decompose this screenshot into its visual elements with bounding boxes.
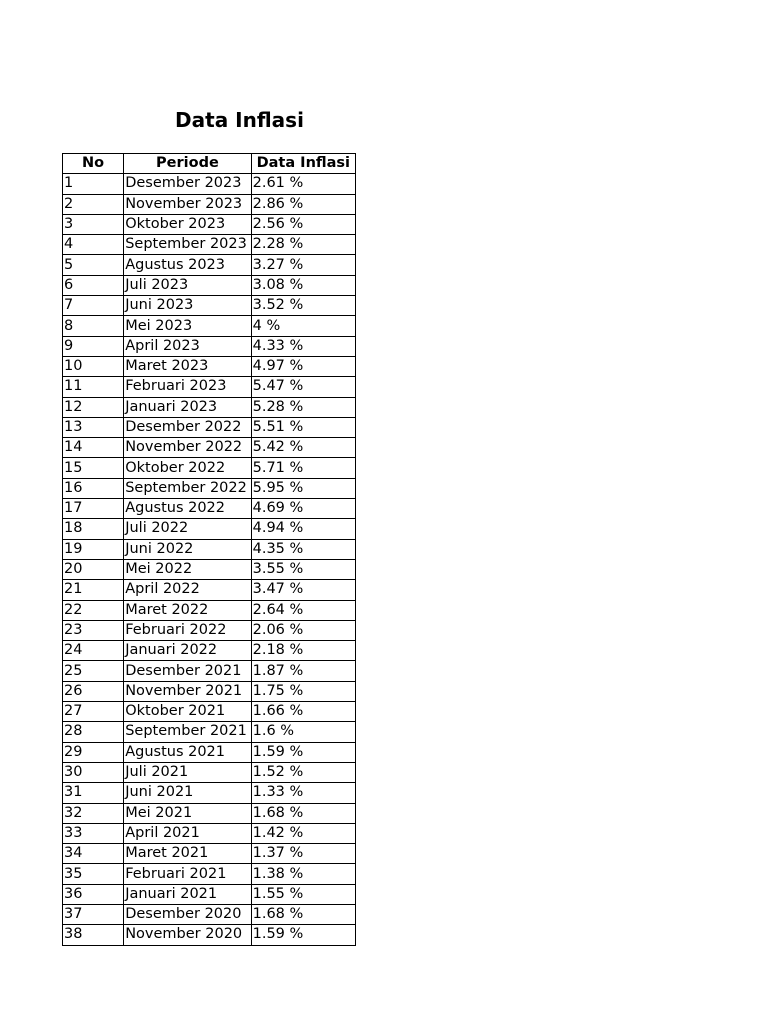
cell-inflasi: 1.59 % (251, 742, 355, 762)
cell-inflasi: 3.08 % (251, 275, 355, 295)
table-row (63, 316, 356, 336)
cell-periode: Mei 2021 (124, 803, 251, 823)
cell-periode: Februari 2021 (124, 864, 251, 884)
cell-inflasi: 2.56 % (251, 214, 355, 234)
cell-periode: Juli 2021 (124, 762, 251, 782)
cell-no: 36 (63, 884, 124, 904)
cell-periode: Januari 2023 (124, 397, 251, 417)
column-header-periode: Periode (124, 154, 251, 174)
cell-inflasi: 1.68 % (251, 803, 355, 823)
table-row (63, 904, 356, 924)
cell-inflasi: 2.28 % (251, 235, 355, 255)
cell-periode: Desember 2020 (124, 904, 251, 924)
table-row (63, 458, 356, 478)
table-row (63, 702, 356, 722)
cell-periode: Agustus 2022 (124, 499, 251, 519)
cell-no: 31 (63, 783, 124, 803)
table-row (63, 255, 356, 275)
cell-no: 27 (63, 702, 124, 722)
cell-no: 20 (63, 559, 124, 579)
cell-periode: Maret 2023 (124, 356, 251, 376)
table-row (63, 519, 356, 539)
cell-no: 8 (63, 316, 124, 336)
cell-no: 15 (63, 458, 124, 478)
cell-inflasi: 1.68 % (251, 904, 355, 924)
cell-periode: Maret 2022 (124, 600, 251, 620)
cell-periode: November 2023 (124, 194, 251, 214)
cell-periode: September 2022 (124, 478, 251, 498)
cell-no: 29 (63, 742, 124, 762)
cell-inflasi: 4.94 % (251, 519, 355, 539)
cell-no: 4 (63, 235, 124, 255)
cell-no: 12 (63, 397, 124, 417)
cell-periode: Desember 2022 (124, 417, 251, 437)
table-row (63, 377, 356, 397)
cell-no: 22 (63, 600, 124, 620)
cell-no: 10 (63, 356, 124, 376)
cell-periode: Oktober 2022 (124, 458, 251, 478)
table-row (63, 478, 356, 498)
table-row (63, 275, 356, 295)
cell-inflasi: 2.61 % (251, 174, 355, 194)
table-row (63, 620, 356, 640)
cell-inflasi: 1.42 % (251, 823, 355, 843)
cell-no: 2 (63, 194, 124, 214)
cell-no: 25 (63, 661, 124, 681)
table-row (63, 438, 356, 458)
table-row (63, 559, 356, 579)
cell-inflasi: 2.64 % (251, 600, 355, 620)
cell-periode: Agustus 2023 (124, 255, 251, 275)
page-title: Data Inflasi (175, 108, 304, 132)
table-row (63, 823, 356, 843)
cell-periode: April 2021 (124, 823, 251, 843)
cell-inflasi: 1.6 % (251, 722, 355, 742)
table-row (63, 356, 356, 376)
cell-periode: Desember 2023 (124, 174, 251, 194)
cell-inflasi: 1.59 % (251, 925, 355, 945)
table-row (63, 336, 356, 356)
cell-periode: Juli 2023 (124, 275, 251, 295)
cell-periode: Februari 2022 (124, 620, 251, 640)
cell-no: 7 (63, 296, 124, 316)
cell-inflasi: 4.35 % (251, 539, 355, 559)
table-row (63, 803, 356, 823)
cell-inflasi: 5.51 % (251, 417, 355, 437)
table-row (63, 600, 356, 620)
cell-no: 33 (63, 823, 124, 843)
cell-no: 37 (63, 904, 124, 924)
table-row (63, 925, 356, 945)
cell-inflasi: 5.71 % (251, 458, 355, 478)
cell-inflasi: 4.97 % (251, 356, 355, 376)
cell-no: 9 (63, 336, 124, 356)
cell-no: 17 (63, 499, 124, 519)
cell-no: 11 (63, 377, 124, 397)
cell-no: 13 (63, 417, 124, 437)
cell-periode: Juni 2023 (124, 296, 251, 316)
cell-periode: Januari 2021 (124, 884, 251, 904)
table-row (63, 194, 356, 214)
cell-inflasi: 4.33 % (251, 336, 355, 356)
table-row (63, 762, 356, 782)
cell-no: 5 (63, 255, 124, 275)
cell-inflasi: 1.75 % (251, 681, 355, 701)
cell-no: 14 (63, 438, 124, 458)
cell-inflasi: 3.27 % (251, 255, 355, 275)
column-header-data-inflasi: Data Inflasi (251, 154, 355, 174)
cell-no: 32 (63, 803, 124, 823)
cell-periode: Oktober 2023 (124, 214, 251, 234)
table-row (63, 681, 356, 701)
cell-inflasi: 2.06 % (251, 620, 355, 640)
cell-no: 6 (63, 275, 124, 295)
cell-no: 1 (63, 174, 124, 194)
table-row (63, 844, 356, 864)
cell-periode: Mei 2023 (124, 316, 251, 336)
table-row (63, 397, 356, 417)
cell-no: 38 (63, 925, 124, 945)
cell-periode: Februari 2023 (124, 377, 251, 397)
cell-inflasi: 1.38 % (251, 864, 355, 884)
cell-periode: September 2023 (124, 235, 251, 255)
cell-periode: April 2023 (124, 336, 251, 356)
table-body (63, 174, 356, 945)
cell-periode: September 2021 (124, 722, 251, 742)
cell-no: 21 (63, 580, 124, 600)
cell-no: 19 (63, 539, 124, 559)
cell-no: 30 (63, 762, 124, 782)
cell-inflasi: 1.87 % (251, 661, 355, 681)
cell-inflasi: 5.47 % (251, 377, 355, 397)
table-row (63, 235, 356, 255)
cell-inflasi: 1.37 % (251, 844, 355, 864)
cell-inflasi: 1.52 % (251, 762, 355, 782)
cell-no: 18 (63, 519, 124, 539)
cell-periode: Mei 2022 (124, 559, 251, 579)
cell-inflasi: 2.86 % (251, 194, 355, 214)
cell-inflasi: 5.95 % (251, 478, 355, 498)
cell-no: 23 (63, 620, 124, 640)
cell-inflasi: 1.33 % (251, 783, 355, 803)
table-row (63, 539, 356, 559)
cell-inflasi: 4 % (251, 316, 355, 336)
cell-inflasi: 5.28 % (251, 397, 355, 417)
cell-periode: Oktober 2021 (124, 702, 251, 722)
table-row (63, 499, 356, 519)
cell-inflasi: 3.47 % (251, 580, 355, 600)
table-row (63, 742, 356, 762)
table-row (63, 417, 356, 437)
cell-periode: November 2022 (124, 438, 251, 458)
table-row (63, 783, 356, 803)
cell-no: 3 (63, 214, 124, 234)
cell-periode: Juli 2022 (124, 519, 251, 539)
cell-periode: November 2021 (124, 681, 251, 701)
cell-no: 28 (63, 722, 124, 742)
table-header-row (63, 154, 356, 174)
cell-inflasi: 2.18 % (251, 641, 355, 661)
column-header-no: No (63, 154, 124, 174)
table-row (63, 864, 356, 884)
cell-inflasi: 1.55 % (251, 884, 355, 904)
table-row (63, 884, 356, 904)
cell-periode: November 2020 (124, 925, 251, 945)
cell-no: 16 (63, 478, 124, 498)
table-row (63, 661, 356, 681)
inflation-table (62, 153, 356, 946)
cell-periode: Januari 2022 (124, 641, 251, 661)
cell-periode: Agustus 2021 (124, 742, 251, 762)
cell-periode: Maret 2021 (124, 844, 251, 864)
cell-no: 34 (63, 844, 124, 864)
table-row (63, 174, 356, 194)
cell-inflasi: 1.66 % (251, 702, 355, 722)
cell-periode: Juni 2022 (124, 539, 251, 559)
table-row (63, 580, 356, 600)
cell-inflasi: 3.55 % (251, 559, 355, 579)
table-row (63, 214, 356, 234)
cell-periode: Juni 2021 (124, 783, 251, 803)
cell-periode: April 2022 (124, 580, 251, 600)
table-row (63, 296, 356, 316)
cell-inflasi: 3.52 % (251, 296, 355, 316)
table-row (63, 722, 356, 742)
cell-no: 35 (63, 864, 124, 884)
cell-no: 24 (63, 641, 124, 661)
cell-no: 26 (63, 681, 124, 701)
table-row (63, 641, 356, 661)
cell-inflasi: 5.42 % (251, 438, 355, 458)
cell-periode: Desember 2021 (124, 661, 251, 681)
cell-inflasi: 4.69 % (251, 499, 355, 519)
